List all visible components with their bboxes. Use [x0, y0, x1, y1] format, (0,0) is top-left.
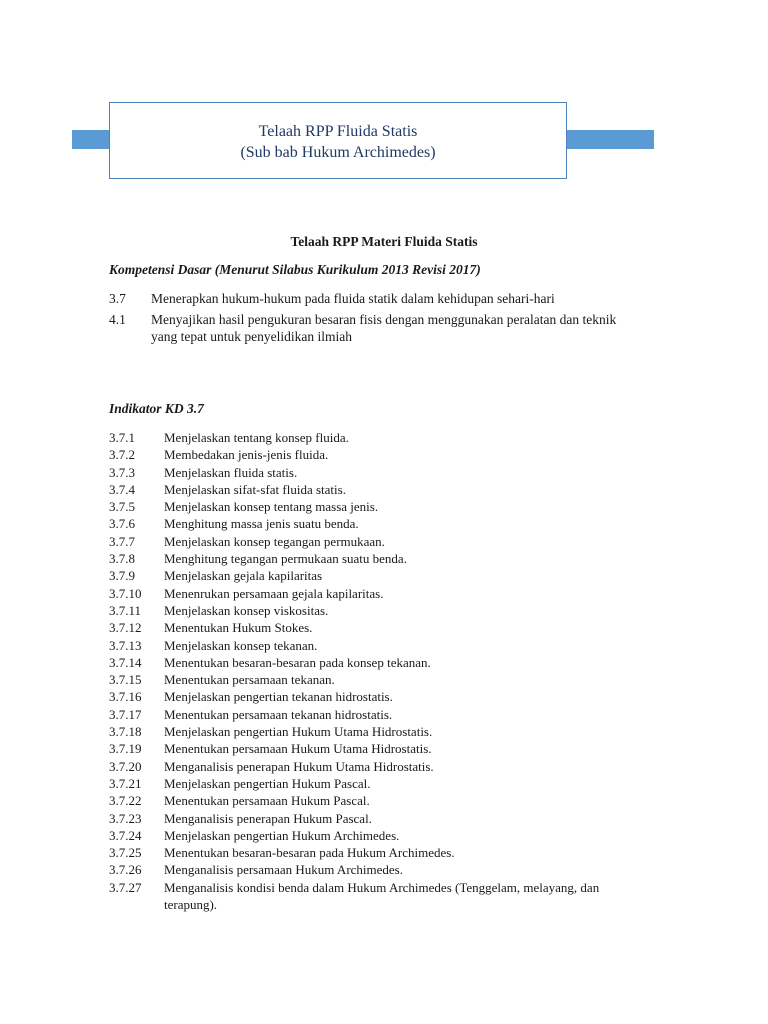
- indikator-item: [109, 637, 629, 654]
- indikator-item-text: Menjelaskan konsep tegangan permukaan.: [164, 533, 385, 549]
- indikator-item-text: Menghitung massa jenis suatu benda.: [164, 516, 359, 532]
- indikator-item: [109, 758, 629, 775]
- indikator-item-number: 3.7.18: [109, 724, 142, 740]
- indikator-item-number: 3.7.11: [109, 602, 142, 618]
- indikator-item-number: 3.7.10: [109, 585, 142, 601]
- kd-item-number: 4.1: [109, 312, 126, 327]
- indikator-item-text: Menjelaskan konsep tekanan.: [164, 637, 318, 653]
- indikator-item: [109, 723, 629, 740]
- indikator-item-number: 3.7.17: [109, 706, 142, 722]
- indikator-item: [109, 602, 629, 619]
- indikator-item-text: Menghitung tegangan permukaan suatu benda.: [164, 551, 407, 567]
- indikator-item: [109, 827, 629, 844]
- indikator-item-text: Menjelaskan pengertian Hukum Archimedes.: [164, 827, 400, 843]
- indikator-item-text: Menentukan persamaan tekanan hidrostatis.: [164, 706, 393, 722]
- indikator-item: [109, 585, 629, 602]
- indikator-item: [109, 567, 629, 584]
- indikator-list: [109, 429, 629, 913]
- indikator-item: [109, 792, 629, 809]
- indikator-item: [109, 654, 629, 671]
- indikator-item: [109, 550, 629, 567]
- indikator-item-number: 3.7.21: [109, 775, 142, 791]
- title-box: [109, 102, 567, 179]
- indikator-item: [109, 446, 629, 463]
- indikator-item: [109, 688, 629, 705]
- indikator-item: [109, 533, 629, 550]
- kd-list: [109, 290, 629, 349]
- indikator-item-text: Menjelaskan pengertian Hukum Pascal.: [164, 775, 371, 791]
- indikator-item-number: 3.7.8: [109, 551, 135, 567]
- indikator-heading: Indikator KD 3.7: [109, 401, 204, 416]
- title-line-2: (Sub bab Hukum Archimedes): [240, 144, 436, 161]
- kd-item-text: Menerapkan hukum-hukum pada fluida statik dalam kehidupan sehari-hari: [151, 291, 555, 306]
- indikator-item: [109, 861, 629, 878]
- indikator-item-number: 3.7.5: [109, 499, 135, 515]
- title-line-1: Telaah RPP Fluida Statis: [258, 123, 418, 140]
- indikator-item-number: 3.7.12: [109, 620, 142, 636]
- indikator-item-text: Menentukan Hukum Stokes.: [164, 620, 313, 636]
- indikator-item-text: Menganalisis persamaan Hukum Archimedes.: [164, 862, 403, 878]
- indikator-item-text: Menjelaskan konsep tentang massa jenis.: [164, 499, 379, 515]
- indikator-item-number: 3.7.7: [109, 533, 135, 549]
- indikator-item-text: Membedakan jenis-jenis fluida.: [164, 447, 329, 463]
- indikator-item-text: Menentukan persamaan Hukum Utama Hidrostatis.: [164, 741, 432, 757]
- indikator-item-number: 3.7.6: [109, 516, 135, 532]
- indikator-item-text: Menjelaskan pengertian tekanan hidrostatis.: [164, 689, 393, 705]
- kd-heading: Kompetensi Dasar (Menurut Silabus Kurikulum 2013 Revisi 2017): [109, 262, 481, 277]
- indikator-item-text: Menjelaskan fluida statis.: [164, 464, 298, 480]
- indikator-item-number: 3.7.3: [109, 464, 135, 480]
- indikator-item-text: Menentukan persamaan tekanan.: [164, 672, 335, 688]
- indikator-item: [109, 498, 629, 515]
- indikator-item: [109, 481, 629, 498]
- indikator-item-text: Menentukan besaran-besaran pada Hukum Archimedes.: [164, 845, 455, 861]
- indikator-item: [109, 810, 629, 827]
- indikator-item: [109, 706, 629, 723]
- decorative-bar-right: [566, 130, 654, 149]
- indikator-item-text: Menganalisis penerapan Hukum Pascal.: [164, 810, 372, 826]
- page-heading: Telaah RPP Materi Fluida Statis: [290, 234, 478, 249]
- indikator-item-number: 3.7.14: [109, 654, 142, 670]
- indikator-item: [109, 515, 629, 532]
- indikator-item-text: Menjelaskan pengertian Hukum Utama Hidrostatis.: [164, 724, 433, 740]
- indikator-item-text: Menganalisis penerapan Hukum Utama Hidrostatis.: [164, 758, 434, 774]
- indikator-item-number: 3.7.2: [109, 447, 135, 463]
- kd-item-number: 3.7: [109, 291, 126, 306]
- indikator-item-number: 3.7.15: [109, 672, 142, 688]
- indikator-item: [109, 464, 629, 481]
- indikator-item-number: 3.7.26: [109, 862, 142, 878]
- indikator-item: [109, 671, 629, 688]
- indikator-item-text: Menjelaskan gejala kapilaritas: [164, 568, 323, 584]
- indikator-item-number: 3.7.9: [109, 568, 135, 584]
- indikator-item: [109, 844, 629, 861]
- indikator-item-text: Menentukan besaran-besaran pada konsep tekanan.: [164, 654, 431, 670]
- indikator-item: [109, 775, 629, 792]
- indikator-item-number: 3.7.27: [109, 879, 142, 895]
- decorative-bar-left: [72, 130, 110, 149]
- indikator-item-number: 3.7.13: [109, 637, 142, 653]
- indikator-item-text: Menganalisis kondisi benda dalam Hukum Archimedes (Tenggelam, melayang, dan terapung).: [164, 879, 600, 913]
- indikator-item: [109, 619, 629, 636]
- indikator-item: [109, 429, 629, 446]
- indikator-item-number: 3.7.20: [109, 758, 142, 774]
- indikator-item-number: 3.7.16: [109, 689, 142, 705]
- indikator-item-text: Menenrukan persamaan gejala kapilaritas.: [164, 585, 384, 601]
- indikator-item-number: 3.7.4: [109, 481, 135, 497]
- indikator-item: [109, 740, 629, 757]
- kd-item: [109, 311, 629, 345]
- indikator-item-number: 3.7.24: [109, 827, 142, 843]
- kd-item-text: Menyajikan hasil pengukuran besaran fisis dengan menggunakan peralatan dan teknik yang tepat untuk penyelidikan ilmiah: [151, 312, 617, 344]
- indikator-item: [109, 879, 629, 914]
- indikator-item-number: 3.7.19: [109, 741, 142, 757]
- indikator-item-number: 3.7.22: [109, 793, 142, 809]
- indikator-item-text: Menjelaskan sifat-sfat fluida statis.: [164, 481, 346, 497]
- indikator-item-text: Menentukan persamaan Hukum Pascal.: [164, 793, 370, 809]
- indikator-item-number: 3.7.1: [109, 430, 135, 445]
- indikator-item-number: 3.7.23: [109, 810, 142, 826]
- indikator-item-text: Menjelaskan tentang konsep fluida.: [164, 430, 349, 445]
- indikator-item-text: Menjelaskan konsep viskositas.: [164, 602, 329, 618]
- indikator-item-number: 3.7.25: [109, 845, 142, 861]
- kd-item: [109, 290, 629, 307]
